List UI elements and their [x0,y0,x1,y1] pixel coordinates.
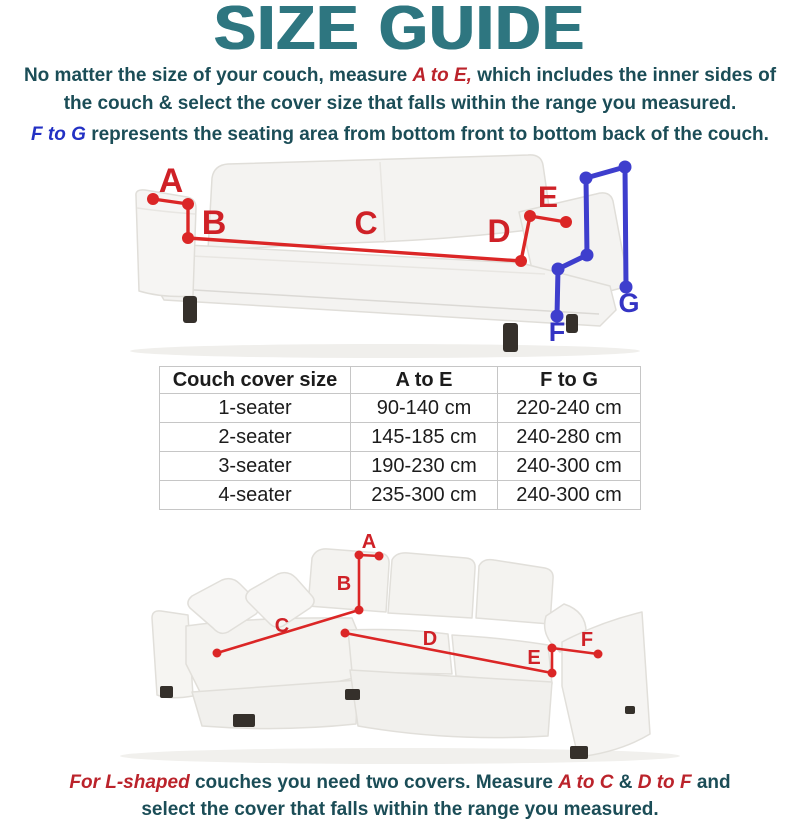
label-b: B [201,204,227,242]
back-cushion-2 [388,553,475,618]
size-table [159,366,641,510]
table-cell: 1-seater [160,394,351,423]
table-cell: 235-300 cm [351,481,498,510]
label-e: E [537,181,559,214]
footer-text-3: and [691,772,731,793]
col-header-a-to-e: A to E [351,367,498,394]
measure-a-to-e-highlight: A to E, [412,65,472,86]
footer-text-2: & [613,772,638,793]
label-d: D [487,213,511,249]
table-cell: 4-seater [160,481,351,510]
label-c: C [354,205,378,241]
label-a: A [158,162,184,200]
d-to-f-highlight: D to F [637,772,692,793]
intro-text-pre: No matter the size of your couch, measure [23,65,413,86]
col-header-f-to-g: F to G [498,367,641,394]
table-cell: 240-300 cm [498,452,641,481]
table-row [160,394,641,423]
label-f: F [548,317,566,347]
table-cell: 2-seater [160,423,351,452]
footer-note [0,769,800,823]
table-cell: 190-230 cm [351,452,498,481]
lshape-label-f: F [580,629,594,651]
a-to-c-highlight: A to C [558,772,614,793]
measure-line-g [625,167,626,287]
table-row [160,452,641,481]
lshape-label-a: A [361,531,377,553]
lshape-label-e: E [527,647,541,669]
table-cell: 220-240 cm [498,394,641,423]
footer-text-1: couches you need two covers. Measure [189,772,559,793]
page-title: SIZE GUIDE [214,0,586,63]
measure-f-to-g-highlight: F to G [31,124,86,145]
label-g: G [618,288,640,318]
table-row [160,481,641,510]
table-cell: 145-185 cm [351,423,498,452]
sofa-measurement-diagram [0,146,800,364]
lshape-label-b: B [336,573,352,595]
intro-paragraph [0,62,800,118]
intro-text-post: which includes the inner sides of [471,65,777,86]
table-cell: 90-140 cm [351,394,498,423]
lshape-label-d: D [422,628,438,650]
intro-text-line2: the couch & select the cover size that falls within the range you measured. [63,93,737,114]
l-shaped-sofa-diagram [0,524,800,774]
intro-paragraph-2 [0,121,800,149]
table-cell: 240-280 cm [498,423,641,452]
table-cell: 3-seater [160,452,351,481]
main-base [350,670,552,738]
intro2-text: represents the seating area from bottom front to bottom back of the couch. [85,124,769,145]
back-cushion-3 [476,560,553,624]
table-header-row [160,367,641,394]
table-row [160,423,641,452]
table-cell: 240-300 cm [498,481,641,510]
l-shaped-highlight: For L-shaped [69,772,190,793]
lshape-label-c: C [274,615,290,637]
footer-text-line2: select the cover that falls within the range you measured. [141,799,659,820]
col-header-size: Couch cover size [160,367,351,394]
